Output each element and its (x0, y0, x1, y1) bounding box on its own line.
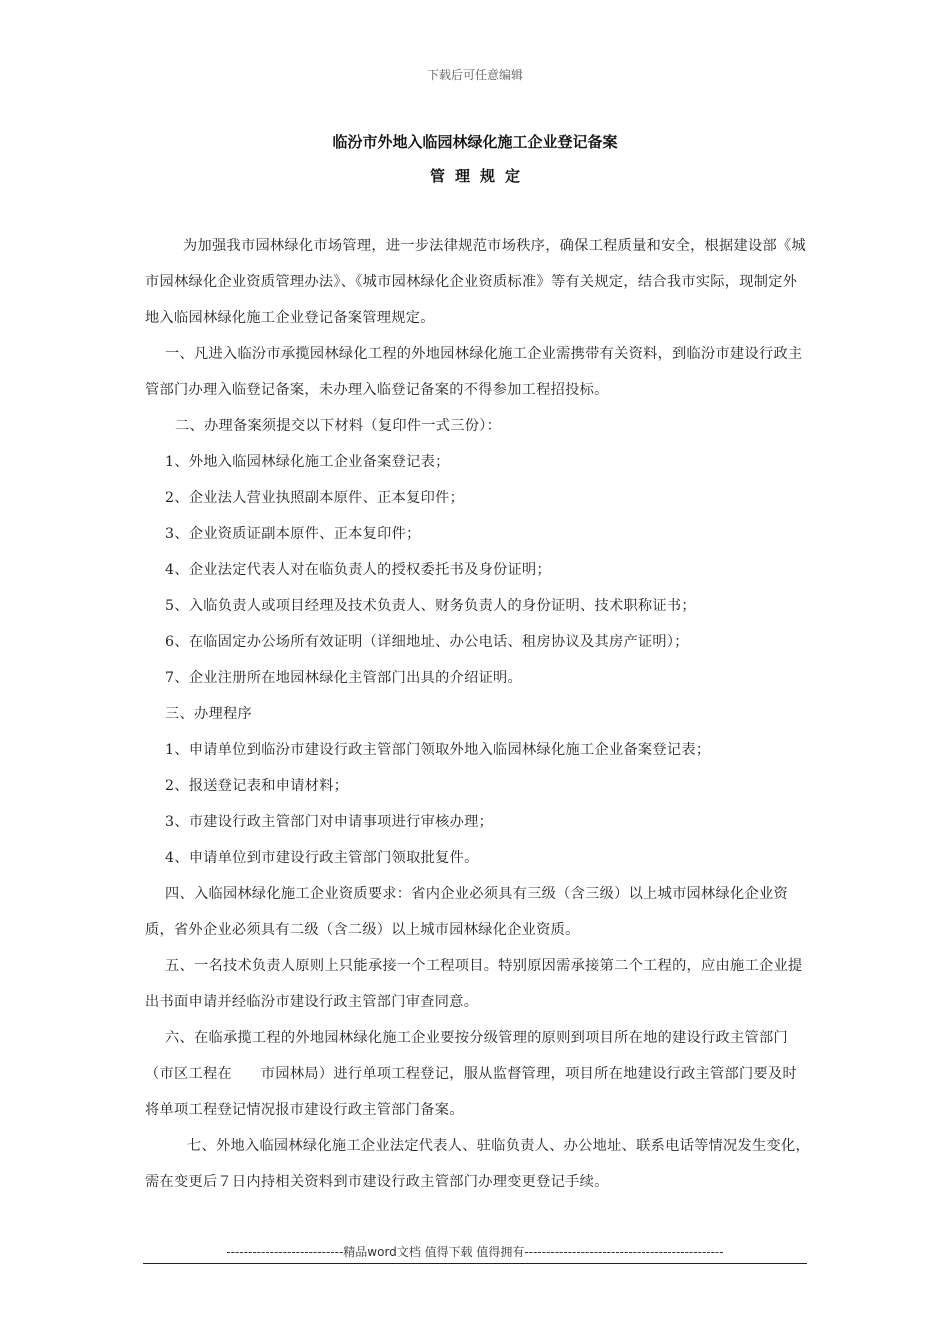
paragraph-section-1: 一、凡进入临汾市承揽园林绿化工程的外地园林绿化施工企业需携带有关资料，到临汾市建设行政主管部门办理入临登记备案，未办理入临登记备案的不得参加工程招投标。 (145, 346, 803, 398)
list-item: 1、申请单位到临汾市建设行政主管部门领取外地入临园林绿化施工企业备案登记表； (165, 742, 711, 758)
document-subtitle: 管理规定 (429, 167, 530, 185)
paragraph-section-6: 六、在临承揽工程的外地园林绿化施工企业要按分级管理的原则到项目所在地的建设行政主管部门（市区工程在 市园林局）进行单项工程登记，服从监督管理，项目所在地建设行政主管部门要及时将单项工程登记情况报市建设行政主管部门备案。 (145, 1030, 797, 1118)
footer-divider (143, 1263, 807, 1264)
document-body (145, 228, 810, 1200)
list-item: 3、市建设行政主管部门对申请事项进行审核办理； (165, 814, 494, 830)
paragraph-section-3: 三、办理程序 (165, 706, 252, 722)
paragraph-intro: 为加强我市园林绿化市场管理，进一步法律规范市场秩序，确保工程质量和安全，根据建设部《城市园林绿化企业资质管理办法》、《城市园林绿化企业资质标准》等有关规定，结合我市实际，现制定外地入临园林绿化施工企业登记备案管理规定。 (145, 238, 806, 326)
list-item: 4、企业法定代表人对在临负责人的授权委托书及身份证明； (165, 562, 552, 578)
list-item: 2、报送登记表和申请材料； (165, 778, 349, 794)
paragraph-section-7: 七、外地入临园林绿化施工企业法定代表人、驻临负责人、办公地址、联系电话等情况发生变化，需在变更后７日内持相关资料到市建设行政主管部门办理变更登记手续。 (145, 1138, 810, 1190)
paragraph-section-5: 五、一名技术负责人原则上只能承接一个工程项目。特别原因需承接第二个工程的，应由施工企业提出书面申请并经临汾市建设行政主管部门审查同意。 (145, 958, 803, 1010)
list-item: 5、入临负责人或项目经理及技术负责人、财务负责人的身份证明、技术职称证书； (165, 598, 696, 614)
paragraph-section-2: 二、办理备案须提交以下材料（复印件一式三份）： (175, 418, 502, 434)
list-item: 2、企业法人营业执照副本原件、正本复印件； (165, 490, 465, 506)
document-title: 临汾市外地入临园林绿化施工企业登记备案 (332, 133, 618, 151)
list-item: 6、在临固定办公场所有效证明（详细地址、办公电话、租房协议及其房产证明）； (165, 634, 689, 650)
list-item: 3、企业资质证副本原件、正本复印件； (165, 526, 421, 542)
footer-banner: ---------------------------精品word文档 值得下载 值得拥有---------------------------------------------- (226, 1245, 724, 1259)
list-item: 4、申请单位到市建设行政主管部门领取批复件。 (165, 850, 479, 866)
list-item: 7、企业注册所在地园林绿化主管部门出具的介绍证明。 (165, 670, 523, 686)
list-item: 1、外地入临园林绿化施工企业备案登记表； (165, 454, 450, 470)
paragraph-section-4: 四、入临园林绿化施工企业资质要求：省内企业必须具有三级（含三级）以上城市园林绿化企业资质，省外企业必须具有二级（含二级）以上城市园林绿化企业资质。 (145, 886, 788, 938)
header-note: 下载后可任意编辑 (426, 68, 523, 82)
